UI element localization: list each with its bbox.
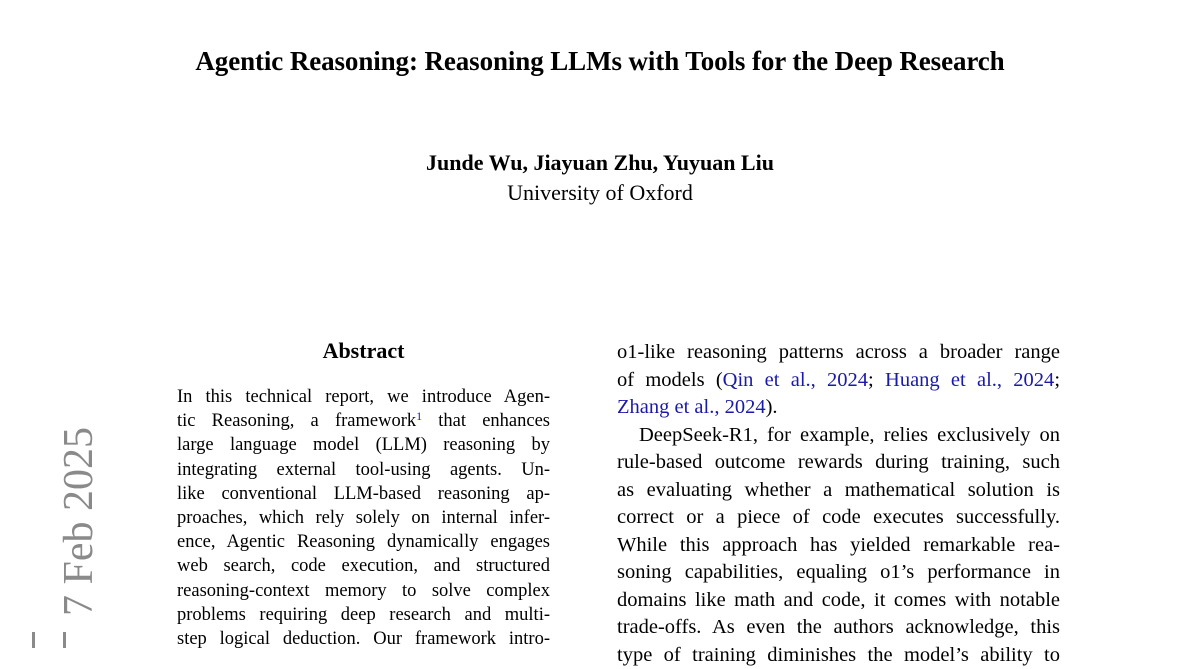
body-line: of models (Qin et al., 2024; Huang et al., 2024; <box>617 367 1060 395</box>
abstract-line: large language model (LLM) reasoning by <box>177 433 550 457</box>
footnote-link[interactable]: 1 <box>416 409 422 423</box>
body-line: soning capabilities, equaling o1’s performance in <box>617 559 1060 587</box>
abstract-line: proaches, which rely solely on internal infer- <box>177 506 550 530</box>
body-line: rule-based outcome rewards during training, such <box>617 449 1060 477</box>
abstract-heading: Abstract <box>177 338 550 364</box>
abstract-line: like conventional LLM-based reasoning ap- <box>177 482 550 506</box>
abstract-line: problems requiring deep research and multi- <box>177 603 550 627</box>
abstract-line: In this technical report, we introduce Agen- <box>177 385 550 409</box>
body-line: o1-like reasoning patterns across a broader range <box>617 339 1060 367</box>
abstract-line: web search, code execution, and structured <box>177 554 550 578</box>
body-line: domains like math and code, it comes with notable <box>617 587 1060 615</box>
abstract-line: tic Reasoning, a framework$^1$ that enhances <box>177 409 550 433</box>
body-line: correct or a piece of code executes successfully. <box>617 504 1060 532</box>
body-line: DeepSeek-R1, for example, relies exclusively on <box>617 422 1060 450</box>
body-line: While this approach has yielded remarkable rea- <box>617 532 1060 560</box>
citation-link[interactable]: Qin et al., 2024 <box>723 369 868 391</box>
arxiv-side-stamp <box>28 430 78 650</box>
body-line: as evaluating whether a mathematical solution is <box>617 477 1060 505</box>
citation-link[interactable]: Zhang et al., 2024 <box>617 396 766 418</box>
abstract-body <box>177 385 550 651</box>
abstract-line: reasoning-context memory to solve complex <box>177 579 550 603</box>
arxiv-date: 7 Feb 2025 <box>58 427 100 616</box>
affiliation: University of Oxford <box>0 180 1200 206</box>
author-list: Junde Wu, Jiayuan Zhu, Yuyuan Liu <box>0 150 1200 176</box>
paper-title: Agentic Reasoning: Reasoning LLMs with Tools for the Deep Research <box>0 46 1200 77</box>
body-line: trade-offs. As even the authors acknowledge, this <box>617 614 1060 642</box>
right-column <box>617 339 1060 669</box>
body-line: type of training diminishes the model’s ability to <box>617 642 1060 669</box>
abstract-line: ence, Agentic Reasoning dynamically engages <box>177 530 550 554</box>
abstract-line: integrating external tool-using agents. Un- <box>177 458 550 482</box>
arxiv-bracket <box>32 632 66 648</box>
citation-link[interactable]: Huang et al., 2024 <box>885 369 1054 391</box>
abstract-line: step logical deduction. Our framework intro- <box>177 627 550 651</box>
body-line: Zhang et al., 2024). <box>617 394 1060 422</box>
